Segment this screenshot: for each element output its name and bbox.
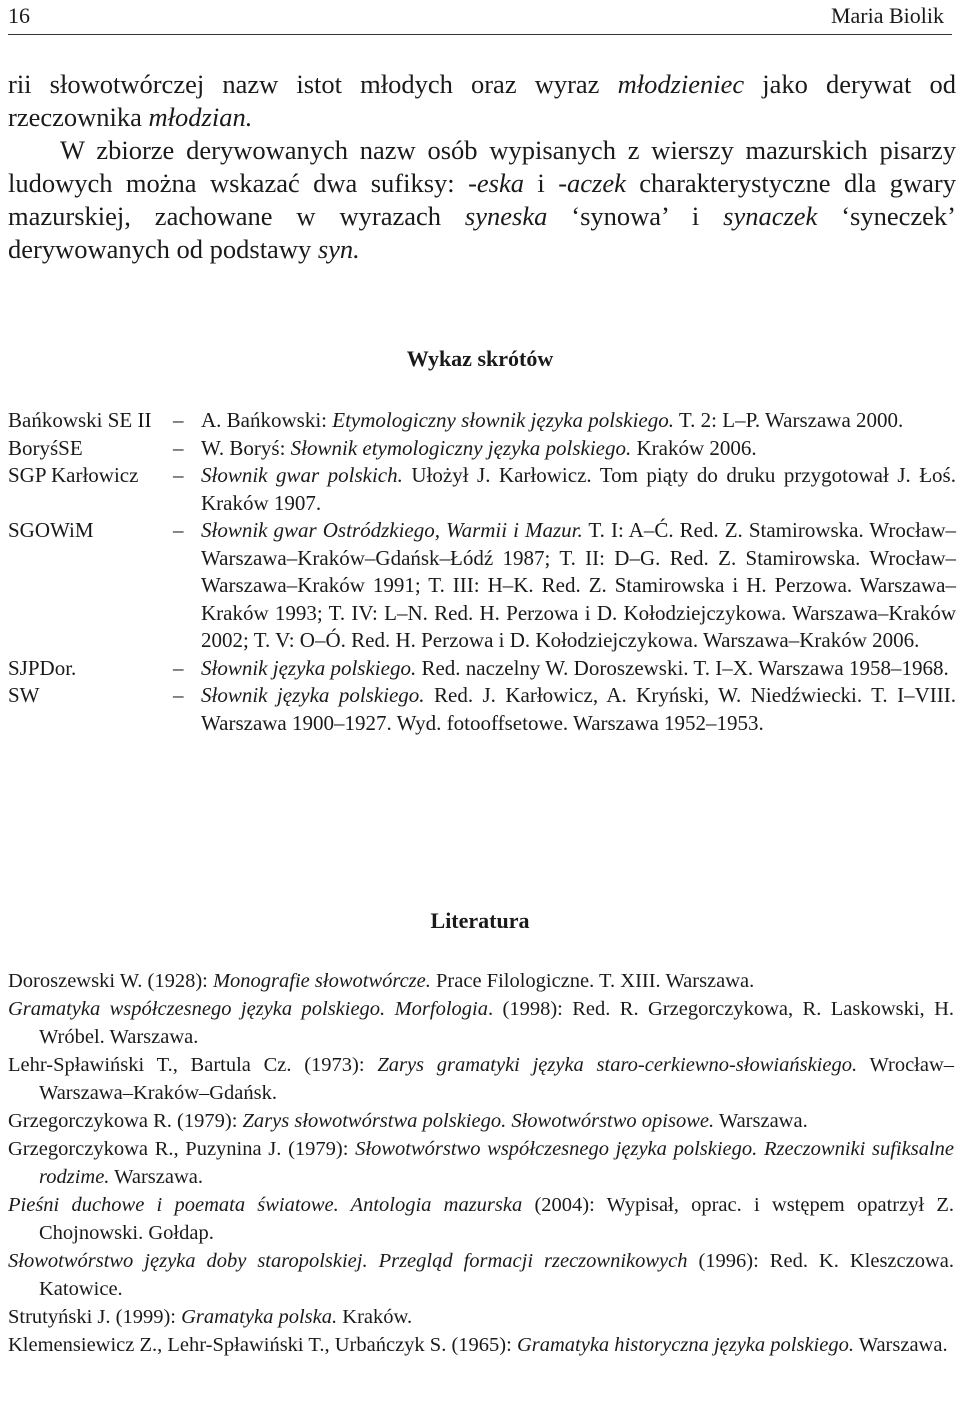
- abbreviation-entry: [8, 435, 956, 463]
- page-number: 16: [8, 3, 30, 28]
- reference-entry: Grzegorczykowa R. (1979): Zarys słowotwórstwa polskiego. Słowotwórstwo opisowe. Warszawa.: [8, 1110, 808, 1132]
- reference-entry: Pieśni duchowe i poemata światowe. Antologia mazurska (2004): Wypisał, oprac. i wstępem opatrzył Z. Chojnowski. Gołdap.: [8, 1194, 955, 1244]
- abbreviation-description: Słownik języka polskiego. Red. naczelny W. Doroszewski. T. I–X. Warszawa 1958–1968.: [201, 655, 949, 680]
- abbreviation-entry: [8, 517, 956, 655]
- abbreviation-description: Słownik gwar Ostródzkiego, Warmii i Mazur. T. I: A–Ć. Red. Z. Stamirowska. Wrocław–Warszawa–Kraków–Gdańsk–Łódź 1987; T. II: D–G. Red. Z. Stamirowska. Wrocław–Warszawa–Kraków 1991; T. III: H–K. Red. Z. Stamirowska i H. Perzowa. Warszawa–Kraków 1993; T. IV: L–N. Red. H. Perzowa i D. Kołodziejczykowa. Warszawa–Kraków 2002; T. V: O–Ó. Red. H. Perzowa i D. Kołodziejczykowa. Warszawa–Kraków 2006.: [201, 518, 956, 652]
- abbreviation-description: Słownik języka polskiego. Red. J. Karłowicz, A. Kryński, W. Niedźwiecki. T. I–VIII. Warszawa 1900–1927. Wyd. fotooffsetowe. Warszawa 1952–1953.: [201, 683, 956, 735]
- reference-entry: Słowotwórstwo języka doby staropolskiej. Przegląd formacji rzeczownikowych (1996): Red. K. Kleszczowa. Katowice.: [8, 1250, 954, 1300]
- abbreviation-entry: [8, 407, 956, 435]
- paragraph-1: rii słowotwórczej nazw istot młodych oraz wyraz młodzieniec jako derywat od rzeczownika młodzian.: [8, 69, 956, 132]
- body-text: [8, 68, 956, 266]
- reference-entry: Klemensiewicz Z., Lehr-Spławiński T., Urbańczyk S. (1965): Gramatyka historyczna języka polskiego. Warszawa.: [8, 1334, 948, 1356]
- references-list: [8, 967, 954, 1359]
- abbreviation-key: SJPDor.: [8, 655, 77, 680]
- reference-entry: Grzegorczykowa R., Puzynina J. (1979): Słowotwórstwo współczesnego języka polskiego. Rzeczowniki sufiksalne rodzime. Warszawa.: [8, 1138, 954, 1188]
- abbreviation-dash: –: [173, 683, 184, 707]
- paragraph-2: W zbiorze derywowanych nazw osób wypisanych z wierszy mazurskich pisarzy ludowych można wskazać dwa sufiksy: -eska i -aczek charakterystyczne dla gwary mazurskiej, zachowane w wyrazach syneska ‘synowa’ i synaczek ‘syneczek’ derywowanych od podstawy syn.: [8, 135, 956, 264]
- abbreviation-key: Bańkowski SE II: [8, 408, 152, 432]
- abbreviation-entry: [8, 682, 956, 737]
- abbreviation-key: BoryśSE: [8, 435, 83, 460]
- abbreviation-dash: –: [173, 408, 184, 432]
- abbreviations-heading: Wykaz skrótów: [406, 346, 554, 371]
- abbreviations-list: [8, 407, 956, 737]
- page-header: [8, 0, 952, 35]
- abbreviation-description: Słownik gwar polskich. Ułożył J. Karłowicz. Tom piąty do druku przygotował J. Łoś. Kraków 1907.: [201, 463, 956, 515]
- abbreviation-key: SW: [8, 683, 40, 707]
- abbreviation-key: SGP Karłowicz: [8, 463, 139, 487]
- abbreviation-dash: –: [173, 463, 184, 487]
- reference-entry: Strutyński J. (1999): Gramatyka polska. Kraków.: [8, 1306, 413, 1328]
- reference-entry: Gramatyka współczesnego języka polskiego. Morfologia. (1998): Red. R. Grzegorczykowa, R. Laskowski, H. Wróbel. Warszawa.: [8, 998, 954, 1048]
- abbreviation-entry: [8, 462, 956, 517]
- reference-entry: Doroszewski W. (1928): Monografie słowotwórcze. Prace Filologiczne. T. XIII. Warszawa.: [8, 970, 755, 992]
- abbreviation-description: A. Bańkowski: Etymologiczny słownik języka polskiego. T. 2: L–P. Warszawa 2000.: [201, 408, 904, 432]
- abbreviation-description: W. Boryś: Słownik etymologiczny języka polskiego. Kraków 2006.: [201, 435, 757, 460]
- references-heading: Literatura: [430, 908, 530, 933]
- abbreviation-dash: –: [173, 518, 184, 542]
- abbreviation-dash: –: [173, 435, 184, 460]
- abbreviation-key: SGOWiM: [8, 518, 94, 542]
- abbreviation-dash: –: [173, 655, 184, 680]
- running-author: Maria Biolik: [830, 3, 944, 28]
- reference-entry: Lehr-Spławiński T., Bartula Cz. (1973): Zarys gramatyki języka staro-cerkiewno-słowiańskiego. Wrocław–Warszawa–Kraków–Gdańsk.: [8, 1054, 955, 1104]
- abbreviation-entry: [8, 655, 956, 683]
